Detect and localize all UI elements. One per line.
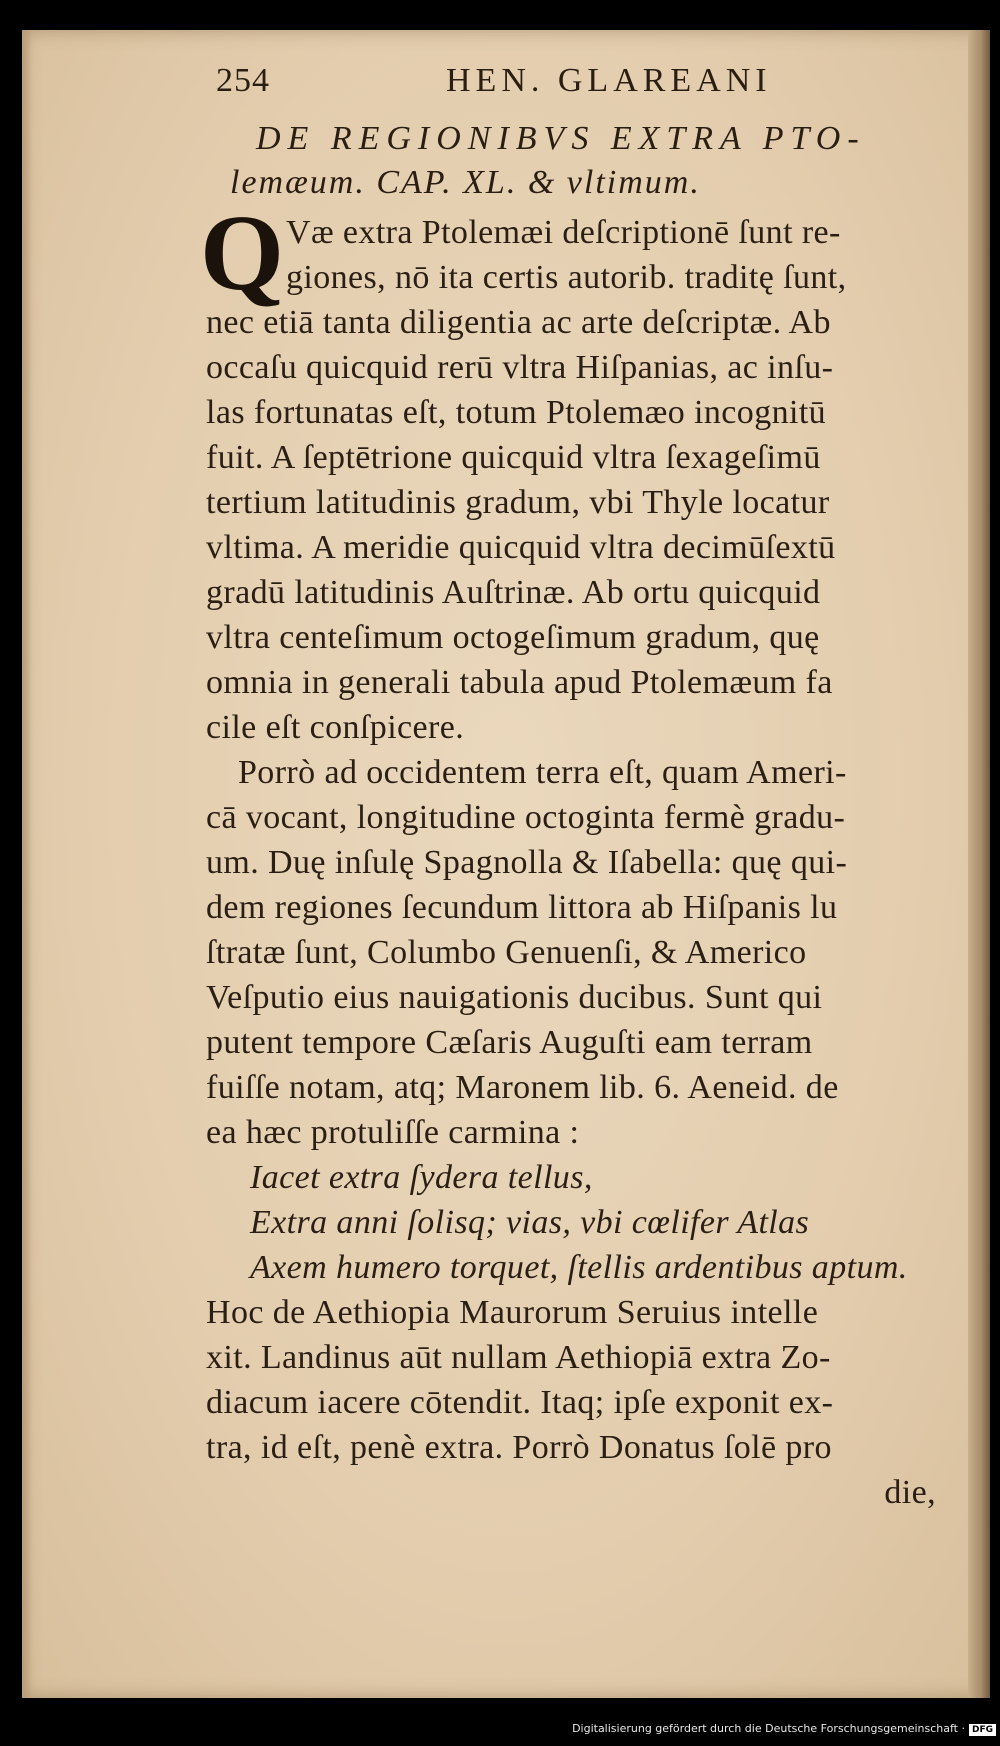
text-line: ſtratæ ſunt, Columbo Genuenſi, & Americo	[206, 934, 807, 971]
chapter-title-line-2: lemæum. CAP. XL. & vltimum.	[230, 164, 701, 201]
running-head: HEN. GLAREANI	[446, 62, 772, 99]
text-line: vltima. A meridie quicquid vltra decimūſextū	[206, 529, 836, 566]
text-line: xit. Landinus aūt nullam Aethiopiā extra Zo-	[206, 1339, 831, 1376]
drop-capital: Q	[200, 194, 285, 313]
text-line: tertium latitudinis gradum, vbi Thyle locatur	[206, 484, 830, 521]
catchword: die,	[884, 1474, 936, 1511]
text-line: dem regiones ſecundum littora ab Hiſpanis lu	[206, 889, 838, 926]
verse-line: Axem humero torquet, ſtellis ardentibus aptum.	[250, 1249, 908, 1286]
page-header	[216, 62, 976, 112]
verse-line: Iacet extra ſydera tellus,	[250, 1159, 593, 1196]
text-line: Porrò ad occidentem terra eſt, quam Ameri-	[238, 754, 847, 791]
text-line: Veſputio eius nauigationis ducibus. Sunt qui	[206, 979, 823, 1016]
text-line: fuit. A ſeptētrione quicquid vltra ſexageſimū	[206, 439, 821, 476]
text-line: nec etiā tanta diligentia ac arte deſcriptæ. Ab	[206, 304, 831, 341]
digitization-footer	[520, 1722, 996, 1742]
chapter-title	[216, 120, 976, 210]
footer-text: Digitalisierung gefördert durch die Deutsche Forschungsgemeinschaft ·	[572, 1722, 965, 1735]
dropcap-block	[200, 194, 966, 313]
page-edge	[968, 30, 990, 1698]
page-gutter-shadow	[22, 30, 32, 1698]
text-line: tra, id eſt, penè extra. Porrò Donatus ſolē pro	[206, 1429, 832, 1466]
page-number: 254	[216, 62, 270, 99]
text-line: putent tempore Cæſaris Auguſti eam terram	[206, 1024, 813, 1061]
chapter-title-line-1: DE REGIONIBVS EXTRA PTO-	[256, 120, 866, 157]
text-line: diacum iacere cōtendit. Itaq; ipſe exponit ex-	[206, 1384, 834, 1421]
dfg-logo: DFG	[969, 1724, 996, 1736]
text-line: um. Duę inſulę Spagnolla & Iſabella: quę qui-	[206, 844, 848, 881]
verse-line: Extra anni ſolisq; vias, vbi cœlifer Atlas	[250, 1204, 810, 1241]
text-line: Hoc de Aethiopia Maurorum Seruius intelle	[206, 1294, 819, 1331]
text-line: cile eſt conſpicere.	[206, 709, 465, 746]
text-line: occaſu quicquid rerū vltra Hiſpanias, ac inſu-	[206, 349, 834, 386]
text-line: vltra centeſimum octogeſimum gradum, quę	[206, 619, 820, 656]
text-line: las fortunatas eſt, totum Ptolemæo incognitū	[206, 394, 827, 431]
text-line: cā vocant, longitudine octoginta fermè gradu-	[206, 799, 846, 836]
text-line: omnia in generali tabula apud Ptolemæum fa	[206, 664, 833, 701]
text-line: giones, nō ita certis autorib. traditę ſunt,	[286, 259, 847, 296]
text-line: gradū latitudinis Auſtrinæ. Ab ortu quicquid	[206, 574, 821, 611]
text-line: ea hæc protuliſſe carmina :	[206, 1114, 580, 1151]
text-body	[200, 194, 966, 1515]
text-line: fuiſſe notam, atq; Maronem lib. 6. Aeneid. de	[206, 1069, 839, 1106]
text-line: Væ extra Ptolemæi deſcriptionē ſunt re-	[286, 214, 841, 251]
